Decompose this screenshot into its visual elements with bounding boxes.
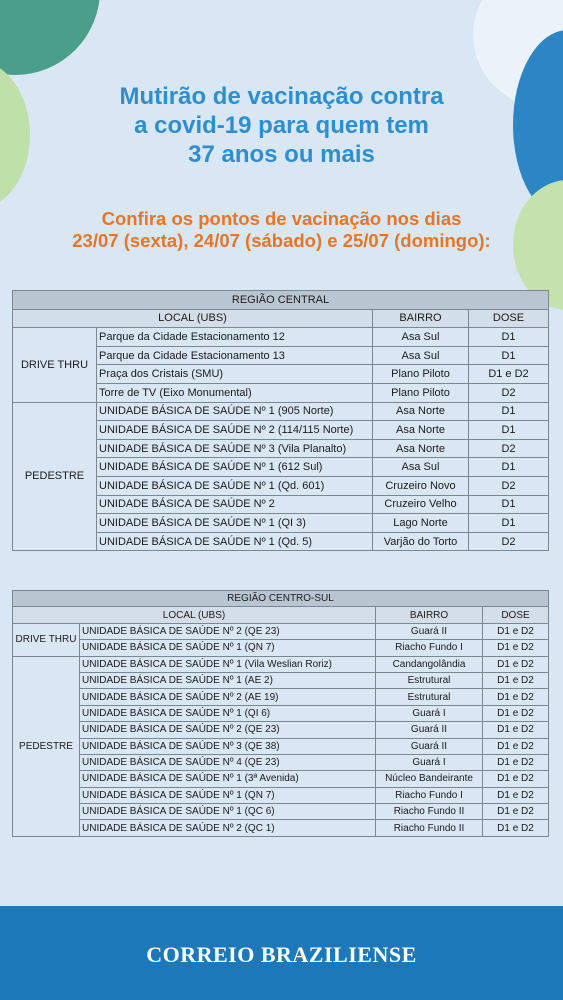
brand-logo: CORREIO BRAZILIENSE (146, 942, 417, 967)
local-cell: UNIDADE BÁSICA DE SAÚDE Nº 3 (QE 38) (80, 738, 376, 754)
bairro-cell: Riacho Fundo I (376, 640, 483, 656)
dose-cell: D2 (469, 439, 549, 458)
table-row (13, 820, 549, 836)
bairro-cell: Asa Sul (373, 328, 469, 347)
bairro-cell: Plano Piloto (373, 383, 469, 402)
dose-cell: D1 e D2 (483, 804, 549, 820)
bairro-cell: Estrutural (376, 689, 483, 705)
bairro-cell: Lago Norte (373, 514, 469, 533)
table-row (13, 738, 549, 754)
local-cell: UNIDADE BÁSICA DE SAÚDE Nº 1 (QC 6) (80, 804, 376, 820)
dose-cell: D1 e D2 (483, 820, 549, 836)
table-regiao-centro-sul (12, 590, 549, 837)
bairro-cell: Guará II (376, 722, 483, 738)
table-row (13, 689, 549, 705)
bairro-cell: Cruzeiro Velho (373, 495, 469, 514)
page-title (0, 82, 563, 169)
dose-cell: D1 e D2 (483, 787, 549, 803)
bairro-cell: Guará I (376, 754, 483, 770)
bairro-cell: Núcleo Bandeirante (376, 771, 483, 787)
dose-cell: D2 (469, 476, 549, 495)
table-row (13, 804, 549, 820)
bairro-cell: Guará II (376, 623, 483, 639)
title-line: Mutirão de vacinação contra (119, 83, 444, 110)
table-row (13, 787, 549, 803)
local-cell: UNIDADE BÁSICA DE SAÚDE Nº 1 (QN 7) (80, 787, 376, 803)
local-cell: UNIDADE BÁSICA DE SAÚDE Nº 2 (114/115 Norte) (97, 421, 373, 440)
bairro-cell: Asa Sul (373, 458, 469, 477)
bairro-cell: Varjão do Torto (373, 532, 469, 551)
dose-cell: D1 (469, 421, 549, 440)
local-cell: UNIDADE BÁSICA DE SAÚDE Nº 1 (AE 2) (80, 672, 376, 688)
column-header-local: LOCAL (UBS) (13, 309, 373, 328)
local-cell: Parque da Cidade Estacionamento 13 (97, 346, 373, 365)
dose-cell: D1 e D2 (469, 365, 549, 384)
column-header-row (13, 309, 549, 328)
local-cell: UNIDADE BÁSICA DE SAÚDE Nº 2 (QE 23) (80, 623, 376, 639)
column-header-bairro: BAIRRO (376, 607, 483, 623)
local-cell: UNIDADE BÁSICA DE SAÚDE Nº 2 (AE 19) (80, 689, 376, 705)
column-header-dose: DOSE (469, 309, 549, 328)
bairro-cell: Asa Norte (373, 421, 469, 440)
local-cell: UNIDADE BÁSICA DE SAÚDE Nº 2 (QC 1) (80, 820, 376, 836)
dose-cell: D1 e D2 (483, 738, 549, 754)
column-header-dose: DOSE (483, 607, 549, 623)
bairro-cell: Asa Norte (373, 402, 469, 421)
table-row (13, 656, 549, 672)
local-cell: Torre de TV (Eixo Monumental) (97, 383, 373, 402)
subtitle-line: Confira os pontos de vacinação nos dias (101, 208, 462, 229)
local-cell: UNIDADE BÁSICA DE SAÚDE Nº 1 (905 Norte) (97, 402, 373, 421)
region-header-row (13, 591, 549, 607)
bairro-cell: Plano Piloto (373, 365, 469, 384)
column-header-row (13, 607, 549, 623)
region-header-row (13, 291, 549, 310)
page-subtitle (0, 208, 563, 252)
local-cell: UNIDADE BÁSICA DE SAÚDE Nº 2 (97, 495, 373, 514)
dose-cell: D1 e D2 (483, 672, 549, 688)
bairro-cell: Guará I (376, 705, 483, 721)
local-cell: UNIDADE BÁSICA DE SAÚDE Nº 1 (Qd. 601) (97, 476, 373, 495)
title-line: a covid-19 para quem tem (134, 112, 429, 139)
table-row (13, 328, 549, 347)
bairro-cell: Cruzeiro Novo (373, 476, 469, 495)
category-cell: PEDESTRE (13, 402, 97, 551)
dose-cell: D1 e D2 (483, 640, 549, 656)
table-row (13, 402, 549, 421)
dose-cell: D2 (469, 532, 549, 551)
local-cell: Praça dos Cristais (SMU) (97, 365, 373, 384)
title-line: 37 anos ou mais (188, 141, 375, 168)
dose-cell: D1 e D2 (483, 656, 549, 672)
bairro-cell: Candangolândia (376, 656, 483, 672)
bairro-cell: Asa Sul (373, 346, 469, 365)
bairro-cell: Riacho Fundo I (376, 787, 483, 803)
table-row (13, 623, 549, 639)
table-row (13, 705, 549, 721)
dose-cell: D1 (469, 346, 549, 365)
dose-cell: D1 (469, 328, 549, 347)
table-row (13, 672, 549, 688)
local-cell: UNIDADE BÁSICA DE SAÚDE Nº 1 (QN 7) (80, 640, 376, 656)
dose-cell: D1 (469, 458, 549, 477)
dose-cell: D1 (469, 495, 549, 514)
bairro-cell: Riacho Fundo II (376, 804, 483, 820)
dose-cell: D2 (469, 383, 549, 402)
local-cell: UNIDADE BÁSICA DE SAÚDE Nº 1 (612 Sul) (97, 458, 373, 477)
column-header-local: LOCAL (UBS) (13, 607, 376, 623)
column-header-bairro: BAIRRO (373, 309, 469, 328)
local-cell: UNIDADE BÁSICA DE SAÚDE Nº 1 (Qd. 5) (97, 532, 373, 551)
dose-cell: D1 (469, 514, 549, 533)
dose-cell: D1 e D2 (483, 689, 549, 705)
local-cell: UNIDADE BÁSICA DE SAÚDE Nº 1 (QI 6) (80, 705, 376, 721)
dose-cell: D1 e D2 (483, 754, 549, 770)
bairro-cell: Riacho Fundo II (376, 820, 483, 836)
table-row (13, 771, 549, 787)
bairro-cell: Estrutural (376, 672, 483, 688)
region-title: REGIÃO CENTRAL (13, 291, 549, 310)
local-cell: UNIDADE BÁSICA DE SAÚDE Nº 1 (QI 3) (97, 514, 373, 533)
local-cell: UNIDADE BÁSICA DE SAÚDE Nº 4 (QE 23) (80, 754, 376, 770)
category-cell: PEDESTRE (13, 656, 80, 836)
table-row (13, 754, 549, 770)
decorative-blob-teal (0, 0, 100, 75)
region-title: REGIÃO CENTRO-SUL (13, 591, 549, 607)
local-cell: UNIDADE BÁSICA DE SAÚDE Nº 1 (Vila Weslian Roriz) (80, 656, 376, 672)
local-cell: UNIDADE BÁSICA DE SAÚDE Nº 1 (3ª Avenida) (80, 771, 376, 787)
local-cell: Parque da Cidade Estacionamento 12 (97, 328, 373, 347)
dose-cell: D1 e D2 (483, 771, 549, 787)
table-row (13, 640, 549, 656)
dose-cell: D1 (469, 402, 549, 421)
bairro-cell: Asa Norte (373, 439, 469, 458)
dose-cell: D1 e D2 (483, 623, 549, 639)
dose-cell: D1 e D2 (483, 722, 549, 738)
table-row (13, 722, 549, 738)
category-cell: DRIVE THRU (13, 328, 97, 402)
subtitle-line: 23/07 (sexta), 24/07 (sábado) e 25/07 (domingo): (72, 230, 491, 251)
dose-cell: D1 e D2 (483, 705, 549, 721)
local-cell: UNIDADE BÁSICA DE SAÚDE Nº 2 (QE 23) (80, 722, 376, 738)
category-cell: DRIVE THRU (13, 623, 80, 656)
local-cell: UNIDADE BÁSICA DE SAÚDE Nº 3 (Vila Planalto) (97, 439, 373, 458)
bairro-cell: Guará II (376, 738, 483, 754)
table-regiao-central (12, 290, 549, 551)
